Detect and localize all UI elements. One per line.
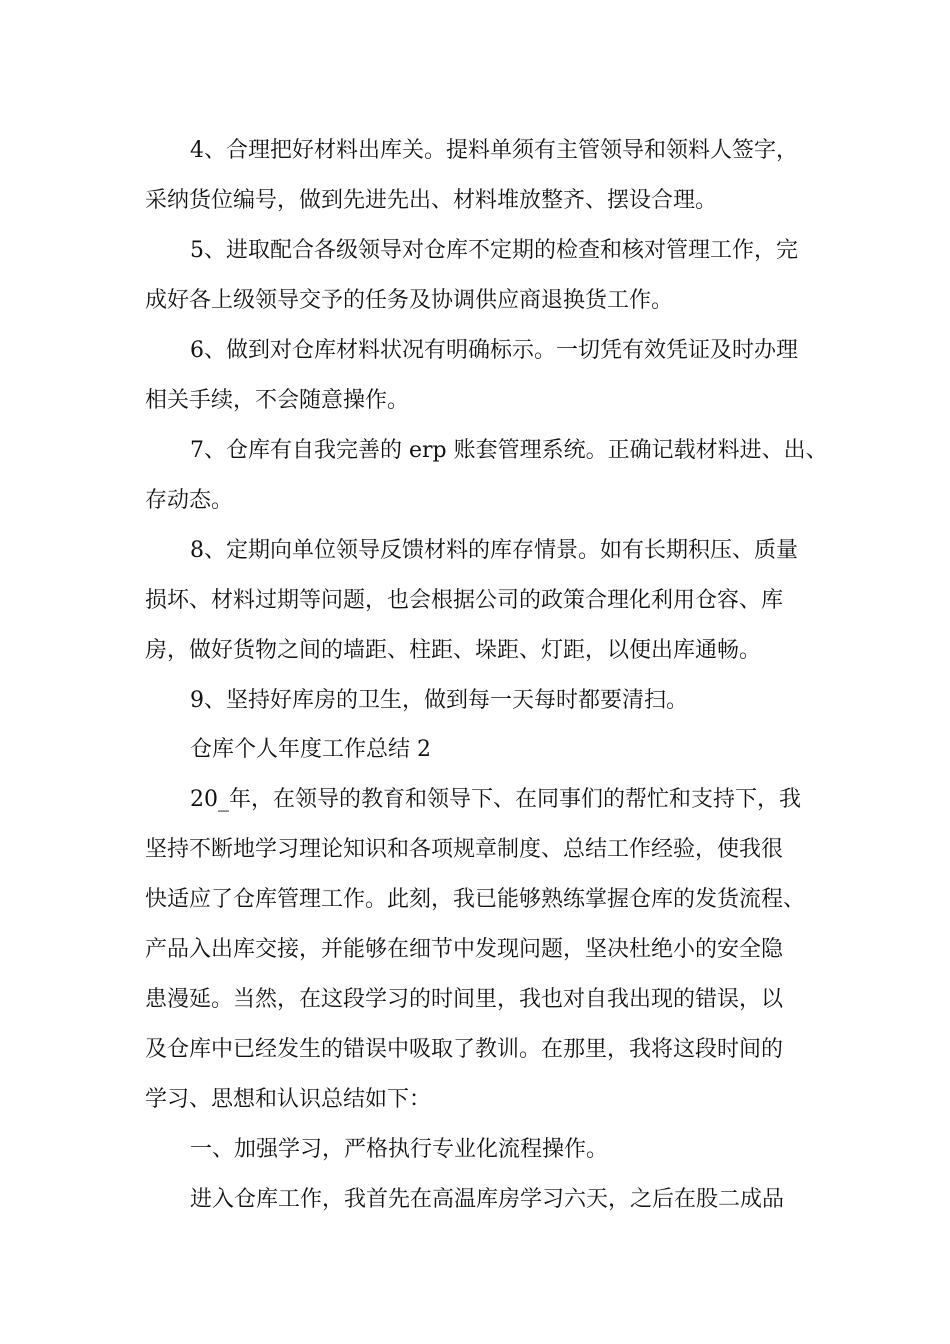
text-line: 采纳货位编号，做到先进先出、材料堆放整齐、摆设合理。 [145, 188, 718, 213]
text-line: 学习、思想和认识总结如下： [145, 1087, 432, 1112]
text-line: 6、做到对仓库材料状况有明确标示。一切凭有效凭证及时办理 [190, 338, 798, 363]
text-line: 存动态。 [145, 488, 234, 513]
text-line: 及仓库中已经发生的错误中吸取了教训。在那里，我将这段时间的 [145, 1037, 784, 1062]
text-line: 8、定期向单位领导反馈材料的库存情景。如有长期积压、质量 [190, 538, 798, 563]
text-line: 7、仓库有自我完善的 erp 账套管理系统。正确记载材料进、出、 [190, 438, 828, 463]
text-line: 成好各上级领导交予的任务及协调供应商退换货工作。 [145, 288, 674, 313]
subsection-heading: 一、加强学习，严格执行专业化流程操作。 [190, 1137, 609, 1162]
section-heading: 仓库个人年度工作总结 2 [190, 737, 431, 762]
text-line: 20_年，在领导的教育和领导下、在同事们的帮忙和支持下，我 [190, 787, 801, 812]
text-line: 坚持不断地学习理论知识和各项规章制度、总结工作经验，使我很 [145, 837, 784, 862]
text-line: 患漫延。当然，在这段学习的时间里，我也对自我出现的错误，以 [145, 987, 784, 1012]
text-line: 5、进取配合各级领导对仓库不定期的检查和核对管理工作，完 [190, 238, 798, 263]
text-line: 进入仓库工作，我首先在高温库房学习六天，之后在股二成品 [190, 1187, 785, 1212]
text-line: 损坏、材料过期等问题，也会根据公司的政策合理化利用仓容、库 [145, 588, 784, 613]
text-line: 9、坚持好库房的卫生，做到每一天每时都要清扫。 [190, 688, 688, 713]
text-line: 4、合理把好材料出库关。提料单须有主管领导和领料人签字， [190, 138, 798, 163]
text-line: 房，做好货物之间的墙距、柱距、垛距、灯距，以便出库通畅。 [145, 638, 762, 663]
text-line: 快适应了仓库管理工作。此刻，我已能够熟练掌握仓库的发货流程、 [145, 887, 806, 912]
text-line: 产品入出库交接，并能够在细节中发现问题，坚决杜绝小的安全隐 [145, 937, 784, 962]
text-line: 相关手续，不会随意操作。 [145, 388, 410, 413]
